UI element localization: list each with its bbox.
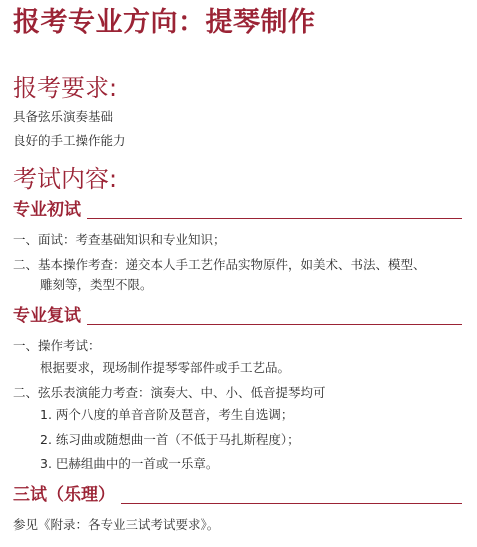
divider: [87, 218, 462, 219]
second-round-item: 3. 巴赫组曲中的一首或一乐章。: [40, 456, 219, 471]
requirement-line: 良好的手工操作能力: [13, 133, 126, 148]
page-title: 报考专业方向：提琴制作: [13, 7, 316, 38]
first-round-title: 专业初试: [13, 200, 81, 220]
requirement-line: 具备弦乐演奏基础: [13, 109, 114, 124]
second-round-item: 一、操作考试：: [13, 338, 101, 353]
second-round-subhead: [13, 305, 462, 327]
second-round-item: 根据要求，现场制作提琴零部件或手工艺品。: [40, 360, 291, 375]
second-round-item: 1. 两个八度的单音音阶及琶音，考生自选调；: [40, 407, 294, 422]
second-round-item: 二、弦乐表演能力考查：演奏大、中、小、低音提琴均可: [13, 385, 326, 400]
third-round-item: 参见《附录：各专业三试考试要求》。: [13, 517, 220, 532]
content-heading: 考试内容:: [13, 165, 118, 193]
second-round-item: 2. 练习曲或随想曲一首（不低于马扎斯程度）；: [40, 432, 300, 447]
first-round-subhead: [13, 199, 462, 221]
second-round-title: 专业复试: [13, 306, 81, 326]
first-round-item: 一、面试：考查基础知识和专业知识；: [13, 232, 226, 247]
first-round-item: 雕刻等，类型不限。: [40, 277, 153, 292]
divider: [121, 503, 462, 504]
divider: [87, 324, 462, 325]
requirements-heading: 报考要求:: [13, 74, 118, 102]
first-round-item: 二、基本操作考查：递交本人手工艺作品实物原件，如美术、书法、模型、: [13, 257, 426, 272]
third-round-subhead: [13, 484, 462, 506]
third-round-title: 三试（乐理）: [13, 485, 115, 505]
